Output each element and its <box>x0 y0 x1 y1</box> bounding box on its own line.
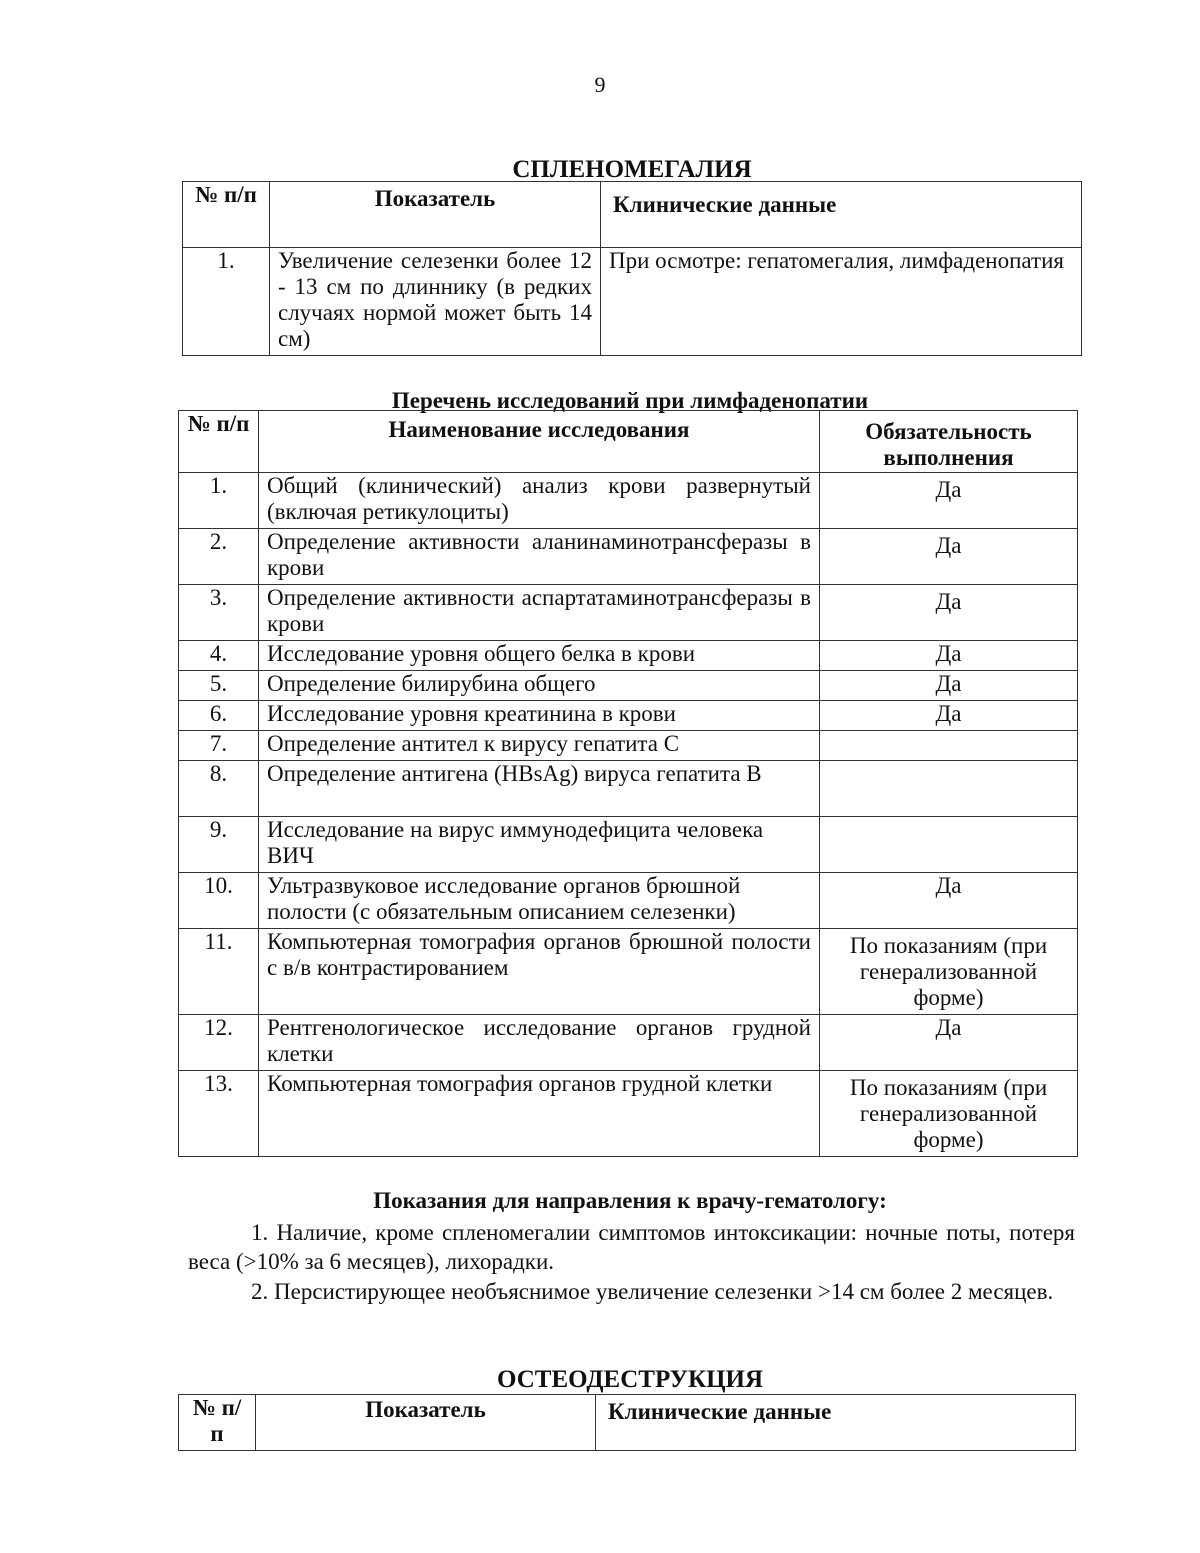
header-clinical: Клинические данные <box>601 182 1082 248</box>
table-row <box>179 761 1078 817</box>
header-num: № п/п <box>179 411 259 473</box>
row-mandatory <box>820 731 1078 761</box>
row-name: Определение активности аспартатаминотрансферазы в крови <box>259 585 820 641</box>
table-row <box>179 817 1078 873</box>
row-indicator: Увеличение селезенки более 12 - 13 см по длиннику (в редких случаях нормой может быть 14 см) <box>270 248 601 356</box>
row-num: 4. <box>179 641 259 671</box>
row-mandatory: По показаниям (при генерализованной форме) <box>820 1071 1078 1157</box>
row-num: 1. <box>179 473 259 529</box>
row-name: Общий (клинический) анализ крови развернутый (включая ретикулоциты) <box>259 473 820 529</box>
page-number: 9 <box>594 72 606 97</box>
table-header-row <box>183 182 1082 248</box>
table-row <box>179 873 1078 929</box>
row-name: Рентгенологическое исследование органов грудной клетки <box>259 1015 820 1071</box>
referral-title: Показания для направления к врачу-гематологу: <box>373 1188 887 1213</box>
row-name: Исследование на вирус иммунодефицита человека ВИЧ <box>259 817 820 873</box>
header-name: Наименование исследования <box>259 411 820 473</box>
row-mandatory: Да <box>820 701 1078 731</box>
table-header-row <box>179 1395 1076 1451</box>
header-mandatory: Обязательность выполнения <box>820 411 1078 473</box>
row-name: Определение антител к вирусу гепатита C <box>259 731 820 761</box>
row-name: Ультразвуковое исследование органов брюшной полости (с обязательным описанием селезенки) <box>259 873 820 929</box>
table-row <box>183 248 1082 356</box>
header-num: № п/п <box>183 182 270 248</box>
table-row <box>179 701 1078 731</box>
row-mandatory: Да <box>820 641 1078 671</box>
row-mandatory <box>820 817 1078 873</box>
row-name: Исследование уровня креатинина в крови <box>259 701 820 731</box>
osteodestruction-title: ОСТЕОДЕСТРУКЦИЯ <box>496 1366 764 1393</box>
row-num: 13. <box>179 1071 259 1157</box>
splenomegaly-table <box>182 181 1082 356</box>
table-row <box>179 1071 1078 1157</box>
header-num: № п/п <box>179 1395 256 1451</box>
row-name: Определение антигена (HBsAg) вируса гепатита B <box>259 761 820 817</box>
row-name: Компьютерная томография органов грудной клетки <box>259 1071 820 1157</box>
row-num: 1. <box>183 248 270 356</box>
table-row <box>179 473 1078 529</box>
lymph-studies-table <box>178 410 1078 1157</box>
row-mandatory: Да <box>820 671 1078 701</box>
row-num: 3. <box>179 585 259 641</box>
row-mandatory: Да <box>820 473 1078 529</box>
table-row <box>179 671 1078 701</box>
row-mandatory: Да <box>820 1015 1078 1071</box>
row-num: 9. <box>179 817 259 873</box>
row-num: 6. <box>179 701 259 731</box>
header-indicator: Показатель <box>256 1395 596 1451</box>
row-mandatory: Да <box>820 585 1078 641</box>
table-row <box>179 929 1078 1015</box>
header-clinical: Клинические данные <box>596 1395 1076 1451</box>
row-mandatory <box>820 761 1078 817</box>
table-row <box>179 1015 1078 1071</box>
header-indicator: Показатель <box>270 182 601 248</box>
table-row <box>179 529 1078 585</box>
table-header-row <box>179 411 1078 473</box>
row-mandatory: Да <box>820 529 1078 585</box>
row-mandatory: По показаниям (при генерализованной форме) <box>820 929 1078 1015</box>
row-name: Исследование уровня общего белка в крови <box>259 641 820 671</box>
row-num: 2. <box>179 529 259 585</box>
row-num: 8. <box>179 761 259 817</box>
row-name: Определение билирубина общего <box>259 671 820 701</box>
splenomegaly-title: СПЛЕНОМЕГАЛИЯ <box>512 156 752 183</box>
row-clinical: При осмотре: гепатомегалия, лимфаденопатия <box>601 248 1082 356</box>
table-row <box>179 641 1078 671</box>
row-num: 7. <box>179 731 259 761</box>
row-name: Определение активности аланинаминотрансферазы в крови <box>259 529 820 585</box>
referral-item: 1. Наличие, кроме спленомегалии симптомов интоксикации: ночные поты, потеря веса (>10% за 6 месяцев), лихорадки. <box>188 1220 1075 1274</box>
row-name: Компьютерная томография органов брюшной полости с в/в контрастированием <box>259 929 820 1015</box>
row-num: 12. <box>179 1015 259 1071</box>
row-mandatory: Да <box>820 873 1078 929</box>
osteodestruction-table <box>178 1394 1076 1451</box>
referral-item: 2. Персистирующее необъяснимое увеличение селезенки >14 см более 2 месяцев. <box>251 1279 1054 1304</box>
row-num: 5. <box>179 671 259 701</box>
table-row <box>179 585 1078 641</box>
row-num: 10. <box>179 873 259 929</box>
table-row <box>179 731 1078 761</box>
row-num: 11. <box>179 929 259 1015</box>
lymph-studies-title: Перечень исследований при лимфаденопатии <box>391 388 869 413</box>
